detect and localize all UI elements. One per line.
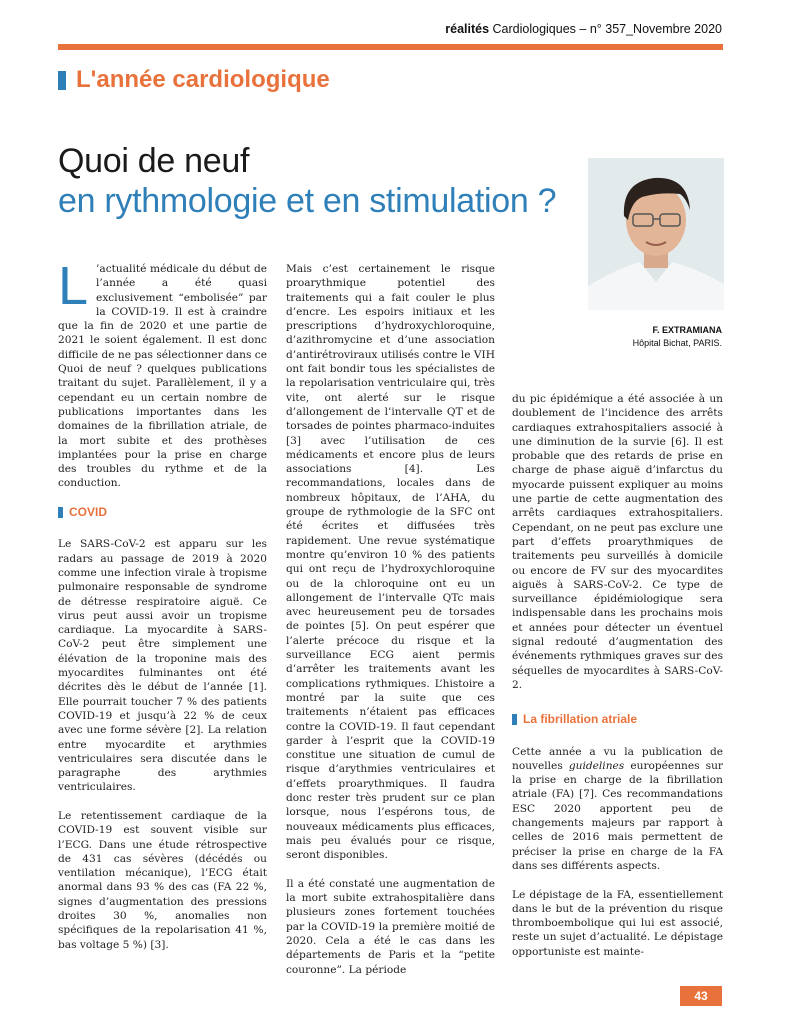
heading-square-icon [512,714,517,725]
fa-paragraph-2: Le dépistage de la FA, essentiellement dans le but de la prévention du risque thromboembolique qui lui est associé, reste un sujet d’actualité. Le dépistage opportuniste est mainte- [512,888,723,958]
section-tag [58,66,330,94]
heading-square-icon [58,507,63,518]
article-title-line2: en rythmologie et en stimulation ? [58,182,557,220]
fa-paragraph-1 [512,745,723,874]
fa-heading [512,712,723,726]
article-title-line1: Quoi de neuf [58,142,250,180]
sudden-death-paragraph: Il a été constaté une augmentation de la mort subite extrahospitalière dans plusieurs zones fortement touchées par la COVID-19 la première moitié de 2020. Cela a été le cas dans les départements de Paris et la “petite couronne”. La période [286,877,495,976]
fa-p1-emphasis: guidelines [568,759,625,772]
running-header [445,22,722,36]
column-1 [58,256,267,952]
fa-p1-text-b: européennes sur la prise en charge de la fibrillation atriale (FA) [7]. Ces recommandations ESC 2020 apportent peu de changements majeurs par rapport à celles de 2016 mais permettent de préciser la prise en charge de la FA dans ses différents aspects. [512,759,723,872]
section-square-icon [58,71,66,90]
header-rule [58,44,723,50]
intro-text: ’actualité médicale du début de l’année a été quasi exclusivement “embolisée” par la COVID-19. Il est à craindre que la fin de 2020 et une partie de 2021 le soient également. Il est donc difficile de ne pas sélectionner dans ce Quoi de neuf ? quelques publications traitant du sujet. Parallèlement, il y a cependant eu un certain nombre de publications importantes dans les domaines de la fibrillation atriale, de la mort subite et des prothèses implantées pour la prise en charge des troubles du rythme et de la conduction. [58,263,267,490]
author-portrait-icon [588,158,724,310]
author-photo [588,158,724,310]
journal-name: réalités [445,22,490,36]
author-name: F. EXTRAMIANA [652,325,722,335]
section-tag-label: L'année cardiologique [76,66,330,93]
author-affiliation: Hôpital Bichat, PARIS. [632,338,722,348]
intro-paragraph [58,256,267,491]
epidemic-paragraph: du pic épidémique a été associée à un doublement de l’incidence des arrêts cardiaques extrahospitaliers associé à une diminution de la survie [6]. Il est probable que des retards de prise en charge de phase aiguë d’infarctus du myocarde puissent expliquer au moins une partie de cette augmentation des arrêts cardiaques extrahospitaliers. Cependant, on ne peut pas exclure une part d’effets proarythmiques de traitements peu surveillés à domicile ou encore de FV sur des myocardites aiguës à SARS-CoV-2. Ce type de surveillance épidémiologique sera indispensable dans les prochains mois et années pour détecter un éventuel signal redouté d’augmentation des événements rythmiques graves sur des séquelles de myocardites à SARS-CoV-2. [512,393,723,691]
covid-heading-label: COVID [69,505,108,520]
drop-cap: L [58,256,89,316]
covid-paragraph-2: Le retentissement cardiaque de la COVID-19 est souvent visible sur l’ECG. Dans une étude rétrospective de 431 cas sévères (décédés ou ventilation mécanique), l’ECG était anormal dans 93 % des cas (FA 22 %, signes d’augmentation des pressions droites 30 %, anomalies non spécifiques de la repolarisation 41 %, bas voltage 5 %) [3]. [58,809,267,951]
covid-heading [58,505,267,519]
treatment-paragraph: Mais c’est certainement le risque proarythmique potentiel des traitements qui a fait couler le plus d’encre. Les espoirs initiaux et les prescriptions d’hydroxychloroquine, d’azithromycine et d’une association d’antirétroviraux utilisés contre le VIH ont fait bondir tous les spécialistes de la repolarisation ventriculaire qui, très vite, ont alerté sur le risque d’allongement de l’intervalle QT et de torsades de pointes pharmaco-induites [3] avec l’utilisation de ces médicaments et encore plus de leurs associations [4]. Les recommandations, locales dans de nombreux hôpitaux, de l’AHA, du groupe de rythmologie de la SFC ont été écrites et diffusées très rapidement. Une revue systématique montre qu’environ 10 % des patients qui ont reçu de l’hydroxychloroquine ou de la chloroquine ont eu un allongement de l’intervalle QTc mais avec heureusement peu de torsades de pointes [5]. On peut espérer que l’alerte précoce du risque et la surveillance ECG aient permis d’arrêter les traitements avant les complications rythmiques. L’histoire a montré par la suite que ces traitements n’étaient pas efficaces contre la COVID-19. Il faut cependant garder à l’esprit que la COVID-19 constitue une situation de cumul de risque d’arythmies ventriculaires et d’effets proarythmiques. Il faudra donc rester très prudent sur ce plan lorsque, nous l’espérons tous, de nouveaux médicaments plus efficaces, mais peu évalués pour ce risque, seront disponibles. [286,263,495,862]
column-2 [286,262,495,977]
column-3 [512,392,723,959]
fa-heading-label: La fibrillation atriale [523,712,638,727]
page-number: 43 [680,986,722,1006]
journal-issue: Cardiologiques – n° 357_Novembre 2020 [492,22,722,36]
covid-paragraph-1: Le SARS-CoV-2 est apparu sur les radars au passage de 2019 à 2020 comme une infection virale à tropisme pulmonaire responsable de syndrome de détresse respiratoire aiguë. Ce virus peut aussi avoir un tropisme cardiaque. La myocardite à SARS-CoV-2 peut être simplement une élévation de la troponine mais des myocardites fulminantes ont été décrites dès le début de l’année [1]. Elle pourrait toucher 7 % des patients COVID-19 et jusqu’à 22 % de ceux avec une forme sévère [2]. La relation entre myocardite et arythmies ventriculaires sera discutée dans le paragraphe des arythmies ventriculaires. [58,538,267,794]
fa-p1-text-a: Cette année a vu la publication de nouvelles [512,745,723,772]
